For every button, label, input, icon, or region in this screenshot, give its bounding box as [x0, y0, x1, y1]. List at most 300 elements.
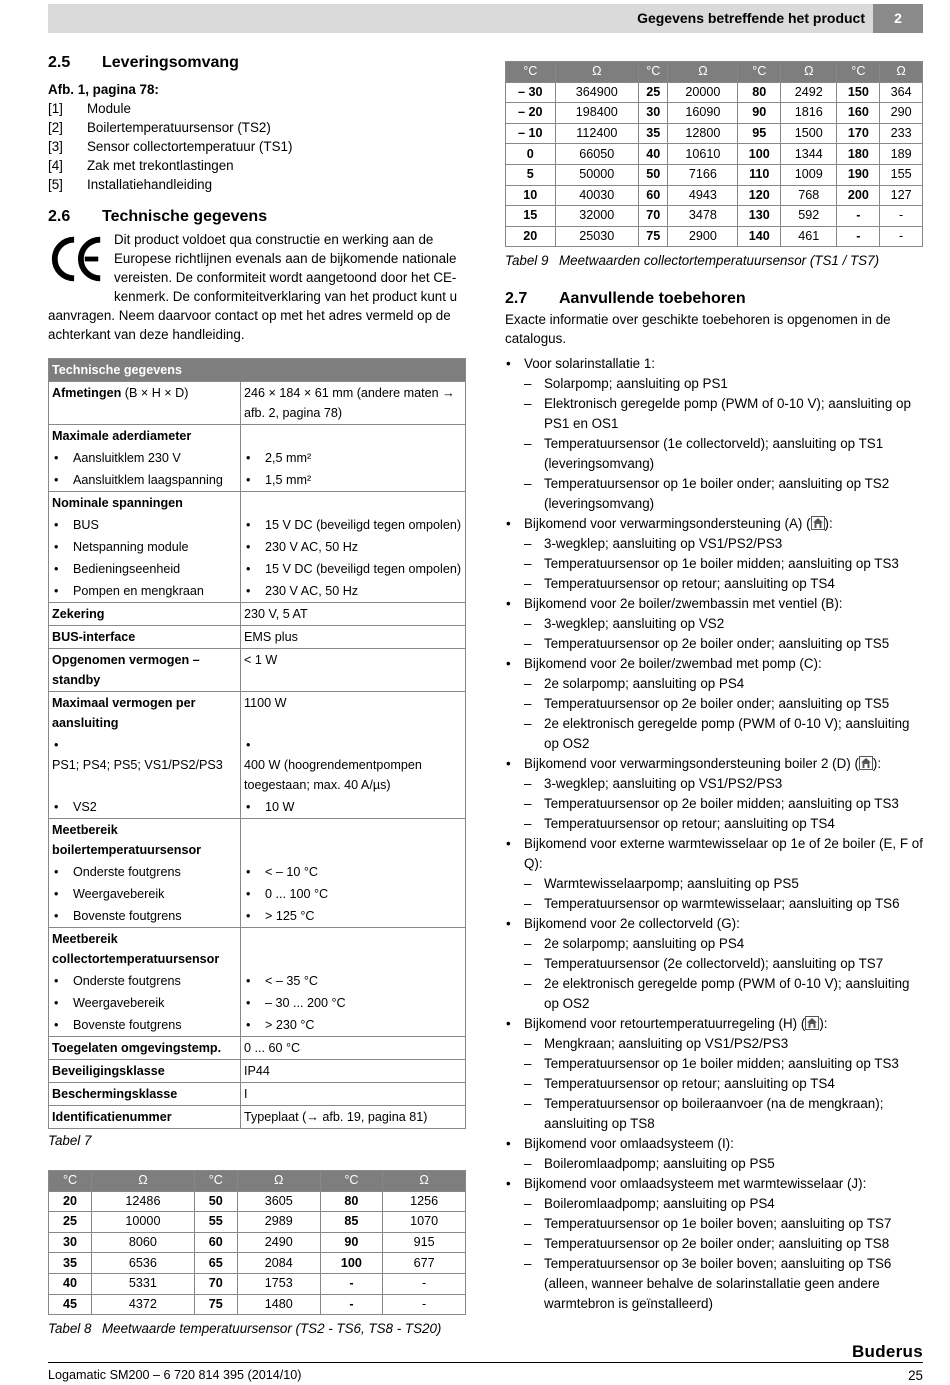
table-cell: 45	[49, 1294, 92, 1315]
column-header: °C	[194, 1171, 237, 1192]
bullet-text: VS2	[73, 800, 97, 814]
list-item: – 3-wegklep; aansluiting op VS2	[524, 614, 923, 634]
table-cell: 200	[837, 185, 880, 206]
list-item: – Temperatuursensor op warmtewisselaar; aansluiting op TS6	[524, 894, 923, 914]
bullet-mark: •	[246, 738, 251, 752]
table-cell: 4372	[92, 1294, 195, 1315]
table-header-cell: Technische gegevens	[49, 359, 466, 382]
bullet-item	[52, 865, 181, 879]
accessory-sublist	[524, 1154, 923, 1174]
list-item: – 2e solarpomp; aansluiting op PS4	[524, 934, 923, 954]
table-row	[49, 1191, 466, 1212]
bullet-item	[52, 1018, 182, 1032]
bullet-mark: •	[246, 584, 251, 598]
list-item: – Temperatuursensor op 1e boiler boven; aansluiting op TS7	[524, 1214, 923, 1234]
bullet-item	[244, 1018, 315, 1032]
bullet-text: 230 V AC, 50 Hz	[265, 584, 359, 598]
table-cell: 130	[738, 206, 781, 227]
accessory-group	[505, 1174, 923, 1314]
table-row	[49, 469, 466, 492]
row-label: Afmetingen	[52, 386, 122, 400]
table-cell	[241, 970, 466, 992]
list-item: – Boileromlaadpomp; aansluiting op PS5	[524, 1154, 923, 1174]
group-title: Bijkomend voor externe warmtewisselaar op 1e of 2e boiler (E, F of Q):	[524, 836, 923, 872]
table-cell: 2490	[237, 1232, 320, 1253]
column-header: °C	[506, 62, 556, 83]
table-cell	[241, 649, 466, 692]
bullet-mark: •	[54, 540, 59, 554]
bullet-text: 10 W	[265, 800, 295, 814]
bullet-item	[52, 451, 181, 465]
row-value: IP44	[244, 1064, 270, 1078]
table-cell: 40	[639, 144, 668, 165]
row-value: < 1 W	[244, 653, 278, 667]
bullet-mark: •	[54, 518, 59, 532]
bullet-text: > 230 °C	[265, 1018, 315, 1032]
bullet-text: 400 W (hoogrendementpompen toegestaan; max. 40 A/µs)	[244, 758, 422, 792]
table-7-caption: Tabel 7	[48, 1133, 92, 1148]
group-title: Voor solarinstallatie 1:	[524, 356, 656, 372]
table-cell	[49, 447, 241, 469]
table-cell	[49, 626, 241, 649]
table-row	[49, 603, 466, 626]
bullet-mark: •	[246, 562, 251, 576]
table-cell: 4943	[668, 185, 738, 206]
table-cell	[241, 603, 466, 626]
table-cell: 5331	[92, 1273, 195, 1294]
table-cell: -	[383, 1273, 466, 1294]
table-cell: 150	[837, 82, 880, 103]
accessory-group	[505, 514, 923, 594]
bullet-mark: •	[54, 887, 59, 901]
bullet-text: PS1; PS4; PS5; VS1/PS2/PS3	[52, 758, 223, 772]
section-2-7-heading: 2.7 Aanvullende toebehoren	[505, 290, 746, 308]
table-cell	[241, 536, 466, 558]
bullet-mark: •	[246, 451, 251, 465]
table-cell	[241, 1037, 466, 1060]
bullet-item	[52, 887, 164, 901]
table-cell: 7166	[668, 164, 738, 185]
table-row	[49, 992, 466, 1014]
bullet-item	[244, 887, 328, 901]
table-cell: 100	[320, 1253, 383, 1274]
group-title: Bijkomend voor 2e collectorveld (G):	[524, 916, 740, 932]
column-header: Ω	[237, 1171, 320, 1192]
accessory-sublist	[524, 874, 923, 914]
table-row	[506, 123, 923, 144]
row-label: Maximaal vermogen per aansluiting	[52, 696, 196, 730]
bullet-item	[52, 996, 164, 1010]
table-cell	[49, 1014, 241, 1037]
accessory-group	[505, 914, 923, 1014]
table-header-row	[49, 359, 466, 382]
row-label: Beschermingsklasse	[52, 1087, 178, 1101]
bullet-item	[244, 473, 311, 487]
bullet-item	[244, 584, 358, 598]
table-cell	[241, 905, 466, 928]
table-cell: 75	[194, 1294, 237, 1315]
bullet-mark: •	[54, 584, 59, 598]
table-cell: 180	[837, 144, 880, 165]
bullet-item	[52, 909, 182, 923]
table-row	[506, 103, 923, 124]
bullet-mark: •	[54, 1018, 59, 1032]
bullet-mark: •	[246, 887, 251, 901]
table-cell: 364900	[555, 82, 639, 103]
table-cell	[241, 469, 466, 492]
table-cell: 40	[49, 1273, 92, 1294]
list-item: – Temperatuursensor op 1e boiler midden; aansluiting op TS3	[524, 1054, 923, 1074]
table-cell: 461	[781, 226, 837, 247]
table-cell: -	[880, 206, 923, 227]
table-row	[49, 970, 466, 992]
bullet-item	[52, 540, 189, 554]
bullet-mark: •	[246, 865, 251, 879]
group-title: Bijkomend voor 2e boiler/zwembad met pomp (C):	[524, 656, 822, 672]
table-cell: 80	[320, 1191, 383, 1212]
bullet-item	[52, 584, 204, 598]
table-cell: 110	[738, 164, 781, 185]
table-cell	[49, 796, 241, 819]
accessory-group	[505, 1134, 923, 1174]
accessory-sublist	[524, 934, 923, 1014]
house-heating-icon	[805, 1016, 819, 1030]
group-title: Bijkomend voor verwarmingsondersteuning boiler 2 (D) (	[524, 756, 859, 772]
table-row	[506, 144, 923, 165]
row-label: Maximale aderdiameter	[52, 429, 192, 443]
row-value: (B × H × D)	[121, 386, 189, 400]
bullet-mark: •	[246, 996, 251, 1010]
table-cell: -	[383, 1294, 466, 1315]
bullet-mark: •	[54, 909, 59, 923]
table-cell: 2989	[237, 1212, 320, 1233]
item-text: Installatiehandleiding	[87, 177, 213, 192]
table-9-caption: Tabel 9 Meetwaarden collectortemperatuursensor (TS1 / TS7)	[505, 253, 880, 269]
table-cell	[49, 580, 241, 603]
column-header: Ω	[92, 1171, 195, 1192]
table-cell: – 30	[506, 82, 556, 103]
ce-mark-icon	[48, 230, 106, 288]
table-cell	[241, 382, 466, 425]
table-cell: 1480	[237, 1294, 320, 1315]
table-cell	[241, 580, 466, 603]
table-cell: 12486	[92, 1191, 195, 1212]
table-row	[49, 536, 466, 558]
column-header: °C	[639, 62, 668, 83]
table-cell	[49, 649, 241, 692]
accessory-sublist	[524, 374, 923, 514]
house-heating-icon	[811, 516, 825, 530]
table-row	[49, 1212, 466, 1233]
table-cell	[49, 603, 241, 626]
accessories-list	[505, 354, 923, 1314]
bullet-mark: •	[54, 562, 59, 576]
table-8-caption: Tabel 8 Meetwaarde temperatuursensor (TS2 - TS6, TS8 - TS20)	[48, 1321, 442, 1337]
table-cell: 10610	[668, 144, 738, 165]
list-item: – Temperatuursensor op 1e boiler midden; aansluiting op TS3	[524, 554, 923, 574]
bullet-text: Onderste foutgrens	[73, 974, 181, 988]
buderus-logo: Buderus	[851, 1342, 923, 1361]
list-item: – Temperatuursensor (2e collectorveld); aansluiting op TS7	[524, 954, 923, 974]
section-2-6-heading: 2.6 Technische gegevens	[48, 208, 268, 225]
group-title: Bijkomend voor omlaadsysteem (I):	[524, 1136, 734, 1152]
right-column	[505, 61, 923, 1314]
table-cell: 16090	[668, 103, 738, 124]
bullet-text: – 30 ... 200 °C	[265, 996, 346, 1010]
list-item: – 2e solarpomp; aansluiting op PS4	[524, 674, 923, 694]
footer-rule	[48, 1362, 923, 1363]
group-title: Bijkomend voor omlaadsysteem met warmtewisselaar (J):	[524, 1176, 867, 1192]
table-cell	[49, 1083, 241, 1106]
accessory-group	[505, 834, 923, 914]
table-cell: 32000	[555, 206, 639, 227]
table-row	[49, 1014, 466, 1037]
item-index: [4]	[48, 158, 63, 173]
table-row	[49, 796, 466, 819]
bullet-text: 15 V DC (beveiligd tegen ompolen)	[265, 562, 462, 576]
table-cell: 155	[880, 164, 923, 185]
table-cell	[49, 492, 241, 515]
table-row	[49, 905, 466, 928]
bullet-mark: •	[54, 738, 59, 752]
accessory-group	[505, 654, 923, 754]
table-cell: 10000	[92, 1212, 195, 1233]
table-cell: 677	[383, 1253, 466, 1274]
table-cell	[49, 734, 241, 796]
row-value: Typeplaat (→ afb. 19, pagina 81)	[244, 1110, 428, 1124]
table-row	[506, 206, 923, 227]
house-heating-icon	[859, 756, 873, 770]
table-cell: 35	[639, 123, 668, 144]
table-cell: 25	[639, 82, 668, 103]
table-cell	[241, 514, 466, 536]
table-cell	[49, 425, 241, 448]
chapter-number: 2	[873, 4, 923, 33]
bullet-mark: •	[246, 909, 251, 923]
list-item: – Warmtewisselaarpomp; aansluiting op PS5	[524, 874, 923, 894]
list-item: – Solarpomp; aansluiting op PS1	[524, 374, 923, 394]
accessory-sublist	[524, 774, 923, 834]
accessory-sublist	[524, 1034, 923, 1134]
table-cell	[49, 514, 241, 536]
bullet-mark: •	[54, 865, 59, 879]
table-cell: 189	[880, 144, 923, 165]
bullet-mark: •	[246, 800, 251, 814]
figure-reference: Afb. 1, pagina 78:	[48, 82, 159, 97]
bullet-text: 1,5 mm²	[265, 473, 312, 487]
table-row	[49, 734, 466, 796]
table-row	[49, 861, 466, 883]
table-cell	[49, 928, 241, 971]
list-item: – Elektronisch geregelde pomp (PWM of 0-10 V); aansluiting op PS1 en OS1	[524, 394, 923, 434]
table-cell: 915	[383, 1232, 466, 1253]
list-item: – 3-wegklep; aansluiting op VS1/PS2/PS3	[524, 534, 923, 554]
table-cell	[241, 492, 466, 515]
item-text: Module	[87, 101, 131, 116]
column-header: °C	[738, 62, 781, 83]
bullet-text: Bovenste foutgrens	[73, 909, 182, 923]
bullet-text: 0 ... 100 °C	[265, 887, 329, 901]
table-cell: 75	[639, 226, 668, 247]
column-header: °C	[837, 62, 880, 83]
column-header: Ω	[880, 62, 923, 83]
table-cell: 35	[49, 1253, 92, 1274]
list-item	[48, 99, 466, 118]
table-cell: 1344	[781, 144, 837, 165]
bullet-item	[244, 974, 318, 988]
table-cell: 290	[880, 103, 923, 124]
table-cell	[241, 796, 466, 819]
list-item: – Temperatuursensor op 3e boiler boven; aansluiting op TS6 (alleen, wanneer behalve de solarinstallatie geen andere warmtebron is geïnstalleerd)	[524, 1254, 923, 1314]
table-cell: 3605	[237, 1191, 320, 1212]
column-header: Ω	[668, 62, 738, 83]
table-cell: 55	[194, 1212, 237, 1233]
row-label: Meetbereik collectortemperatuursensor	[52, 932, 220, 966]
row-label: BUS-interface	[52, 630, 136, 644]
table-cell: 70	[194, 1273, 237, 1294]
table-cell: – 20	[506, 103, 556, 124]
table-cell: 170	[837, 123, 880, 144]
section-2-5-heading: 2.5 Leveringsomvang	[48, 54, 239, 71]
table-row	[49, 1253, 466, 1274]
table-cell	[241, 819, 466, 862]
column-header: °C	[49, 1171, 92, 1192]
table-cell: 1816	[781, 103, 837, 124]
list-item: – Temperatuursensor op retour; aansluiting op TS4	[524, 814, 923, 834]
bullet-item	[244, 562, 461, 576]
list-item: – Temperatuursensor op 2e boiler onder; aansluiting op TS8	[524, 1234, 923, 1254]
bullet-item	[244, 518, 461, 532]
table-cell: 60	[194, 1232, 237, 1253]
table-9	[505, 61, 923, 247]
table-cell: 20	[506, 226, 556, 247]
bullet-text: 2,5 mm²	[265, 451, 312, 465]
left-column	[48, 52, 466, 1338]
table-cell	[241, 992, 466, 1014]
bullet-mark: •	[54, 996, 59, 1010]
row-label: Beveiligingsklasse	[52, 1064, 165, 1078]
table-row	[49, 425, 466, 448]
accessories-intro: Exacte informatie over geschikte toebehoren is opgenomen in de catalogus.	[505, 312, 891, 347]
table-cell: 8060	[92, 1232, 195, 1253]
table-cell: 127	[880, 185, 923, 206]
table-cell: 198400	[555, 103, 639, 124]
bullet-item	[52, 518, 99, 532]
list-item: – Temperatuursensor op 2e boiler midden; aansluiting op TS3	[524, 794, 923, 814]
table-cell: 364	[880, 82, 923, 103]
table-cell: 1070	[383, 1212, 466, 1233]
table-cell: 12800	[668, 123, 738, 144]
table-cell: 50	[639, 164, 668, 185]
table-cell: -	[320, 1273, 383, 1294]
table-cell	[49, 819, 241, 862]
bullet-item	[244, 540, 358, 554]
accessory-sublist	[524, 1194, 923, 1314]
table-row	[49, 492, 466, 515]
row-label: Opgenomen vermogen – standby	[52, 653, 200, 687]
table-row	[49, 1037, 466, 1060]
table-cell: 160	[837, 103, 880, 124]
table-cell: 95	[738, 123, 781, 144]
table-cell: 2900	[668, 226, 738, 247]
bullet-item	[244, 738, 462, 792]
list-item: – Boileromlaadpomp; aansluiting op PS4	[524, 1194, 923, 1214]
column-header: Ω	[555, 62, 639, 83]
table-cell: 10	[506, 185, 556, 206]
table-row	[49, 447, 466, 469]
row-value: 246 × 184 × 61 mm (andere maten → afb. 2, pagina 78)	[244, 386, 455, 420]
list-item: – Mengkraan; aansluiting op VS1/PS2/PS3	[524, 1034, 923, 1054]
table-row	[49, 1294, 466, 1315]
scope-list	[48, 99, 466, 194]
table-row	[49, 1232, 466, 1253]
table-cell: 592	[781, 206, 837, 227]
item-index: [2]	[48, 120, 63, 135]
row-value: 0 ... 60 °C	[244, 1041, 301, 1055]
table-cell	[49, 382, 241, 425]
table-cell: -	[880, 226, 923, 247]
table-cell: 90	[738, 103, 781, 124]
table-cell	[241, 928, 466, 971]
bullet-item	[52, 473, 223, 487]
group-title-end: ):	[819, 1016, 828, 1032]
page-number: 25	[908, 1368, 923, 1383]
table-row	[506, 226, 923, 247]
list-item: – Temperatuursensor (1e collectorveld); aansluiting op TS1 (leveringsomvang)	[524, 434, 923, 474]
table-cell: 30	[639, 103, 668, 124]
table-cell	[241, 1106, 466, 1129]
table-cell: 40030	[555, 185, 639, 206]
table-cell	[241, 1060, 466, 1083]
item-index: [3]	[48, 139, 63, 154]
row-value: EMS plus	[244, 630, 298, 644]
column-header: Ω	[781, 62, 837, 83]
table-cell: 6536	[92, 1253, 195, 1274]
table-cell: 25	[49, 1212, 92, 1233]
row-label: Meetbereik boilertemperatuursensor	[52, 823, 202, 857]
bullet-item	[244, 865, 318, 879]
table-cell: 1009	[781, 164, 837, 185]
table-cell: 85	[320, 1212, 383, 1233]
table-cell	[49, 905, 241, 928]
bullet-item	[52, 562, 180, 576]
table-cell	[49, 1037, 241, 1060]
bullet-text: Aansluitklem laagspanning	[73, 473, 223, 487]
bullet-item	[244, 909, 315, 923]
item-index: [1]	[48, 101, 63, 116]
table-cell	[49, 883, 241, 905]
bullet-text: Aansluitklem 230 V	[73, 451, 181, 465]
bullet-mark: •	[246, 473, 251, 487]
bullet-text: Bovenste foutgrens	[73, 1018, 182, 1032]
item-index: [5]	[48, 177, 63, 192]
table-row	[49, 883, 466, 905]
list-item	[48, 118, 466, 137]
list-item: – Temperatuursensor op 2e boiler onder; aansluiting op TS5	[524, 694, 923, 714]
table-cell	[49, 536, 241, 558]
table-cell: 15	[506, 206, 556, 227]
table-cell: 80	[738, 82, 781, 103]
table-cell: 20	[49, 1191, 92, 1212]
list-item: – Temperatuursensor op retour; aansluiting op TS4	[524, 574, 923, 594]
table-cell: 100	[738, 144, 781, 165]
bullet-text: BUS	[73, 518, 99, 532]
bullet-item	[244, 800, 294, 814]
table-cell	[241, 425, 466, 448]
table-row	[49, 1273, 466, 1294]
bullet-mark: •	[246, 518, 251, 532]
table-cell: 66050	[555, 144, 639, 165]
